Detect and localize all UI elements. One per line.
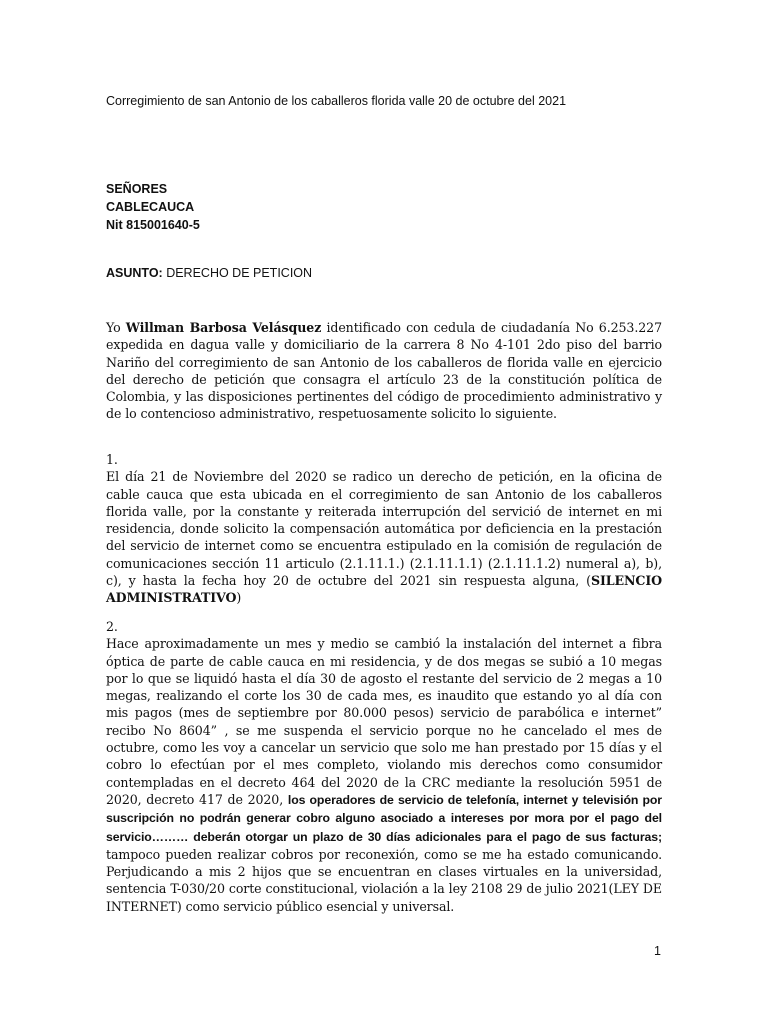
item-2-number: 2. [106, 619, 118, 634]
intro-text-rest: identificado con cedula de ciudadanía No 6.253.227 expedida en dagua valle y domiciliario de la carrera 8 No 4-101 2do piso del barrio Nariño del corregimiento de san Antonio de los caballeros de florida valle en ejercicio del derecho de petición que consagra el artículo 23 de la constitución política de Colombia, y las disposiciones pertinentes del código de procedimiento administrativo y de lo contencioso administrativo, respetuosamente solicito lo siguiente. [106, 320, 662, 422]
petition-item-1 [106, 451, 662, 607]
subject-label: ASUNTO: [106, 266, 163, 280]
item-2-text: Hace aproximadamente un mes y medio se cambió la instalación del internet a fibra óptica de parte de cable cauca en mi residencia, y de dos megas se subió a 10 megas por lo que se liquidó hasta el día 30 de agosto el restante del servicio de 2 megas a 10 megas, realizando el corte los 30 de cada mes, es inaudito que estando yo al día con mis pagos (mes de septiembre por 80.000 pesos) servicio de parabólica e internet” recibo No 8604” , se me suspenda el servicio porque no he cancelado el mes de octubre, como les voy a cancelar un servicio que solo me han prestado por 15 días y el cobro lo efectúan por el mes completo, violando mis derechos como consumidor contempladas en el decreto 464 del 2020 de la CRC mediante la resolución 5951 de 2020, decreto 417 de 2020, [106, 636, 662, 807]
subject-line [106, 266, 312, 280]
addressee-salutation: SEÑORES [106, 182, 168, 196]
item-2-bold-quote: los operadores de servicio de telefonía, internet y televisión por suscripción no podrán generar cobro alguno asociado a intereses por mora por el pago del servicio……… deberán otorgar un plazo de 30 días adicionales para el pago de sus facturas; [106, 792, 662, 844]
item-2-text-end: tampoco pueden realizar cobros por reconexión, como se me ha estado comunicando. Perjudicando a mis 2 hijos que se encuentran en clases virtuales en la universidad, sentencia T-030/20 corte constitucional, violación a la ley 2108 29 de julio 2021(LEY DE INTERNET) como servicio público esencial y universal. [106, 846, 662, 914]
intro-paragraph [106, 319, 662, 423]
intro-text-start: Yo [106, 320, 126, 335]
subject-text: DERECHO DE PETICION [162, 266, 313, 280]
addressee-company: CABLECAUCA [106, 200, 195, 214]
petition-item-2 [106, 618, 662, 915]
place-and-date-line: Corregimiento de san Antonio de los caballeros florida valle 20 de octubre del 2021 [106, 94, 567, 108]
page-number: 1 [654, 944, 661, 958]
item-1-text: El día 21 de Noviembre del 2020 se radico un derecho de petición, en la oficina de cable cauca que esta ubicada en el corregimiento de san Antonio de los caballeros florida valle, por la constante y reiterada interrupción del servició de internet en mi residencia, donde solicito la compensación automática por deficiencia en la prestación del servicio de internet como se encuentra estipulado en la comisión de regulación de comunicaciones sección 11 articulo (2.1.11.1.) (2.1.11.1.1) (2.1.11.1.2) numeral a), b), c), y hasta la fecha hoy 20 de octubre del 2021 sin respuesta alguna, ( [106, 469, 662, 589]
petitioner-name: Willman Barbosa Velásquez [125, 320, 322, 335]
item-1-number: 1. [106, 452, 118, 467]
item-1-bold: SILENCIO ADMINISTRATIVO [106, 573, 662, 606]
item-1-text-end: ) [236, 590, 242, 606]
addressee-nit: Nit 815001640-5 [106, 218, 200, 232]
addressee-block [106, 180, 200, 234]
